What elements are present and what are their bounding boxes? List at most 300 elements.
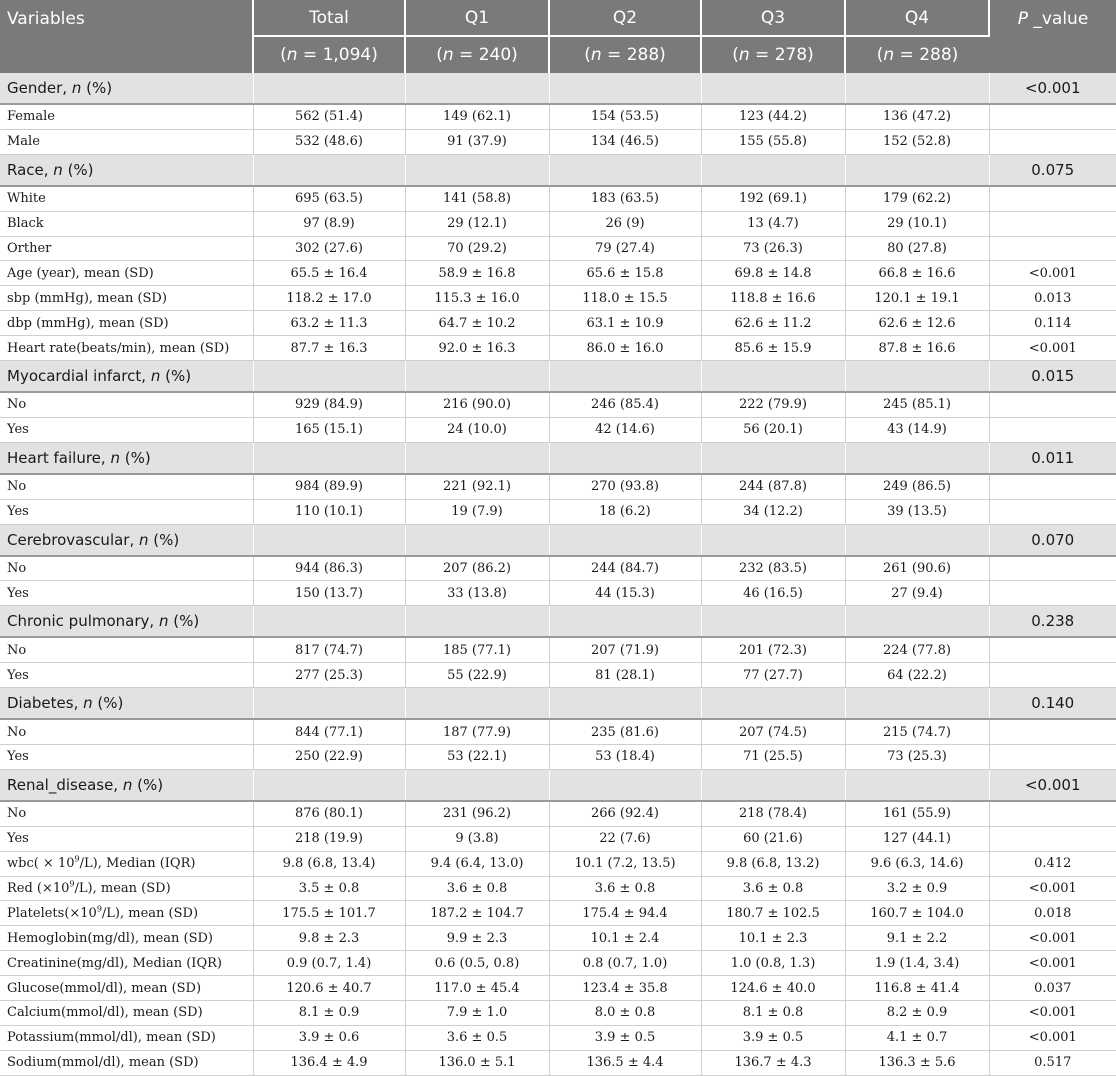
table-cell — [845, 361, 989, 393]
table-row — [0, 286, 1116, 311]
table-cell: 9.6 (6.3, 14.6) — [845, 851, 989, 876]
group-label: Renal_disease, n (%) — [0, 769, 253, 801]
header-q3: Q3 — [701, 0, 845, 36]
row-label: Red $(\times 10^9/L)$, mean (SD) — [0, 876, 253, 901]
table-cell — [845, 73, 989, 104]
table-cell: 3.6 ± 0.8 — [405, 876, 549, 901]
table-row — [0, 637, 1116, 662]
table-cell — [549, 442, 701, 474]
table-cell — [701, 361, 845, 393]
table-row — [0, 311, 1116, 336]
row-label: Glucose(mmol/dl), mean (SD) — [0, 976, 253, 1001]
table-cell: 175.5 ± 101.7 — [253, 901, 405, 926]
table-cell: 10.1 ± 2.3 — [701, 926, 845, 951]
table-cell: 844 (77.1) — [253, 719, 405, 744]
table-row — [0, 901, 1116, 926]
table-cell: 136.7 ± 4.3 — [701, 1050, 845, 1075]
table-cell: 118.0 ± 15.5 — [549, 286, 701, 311]
table-cell: 118.8 ± 16.6 — [701, 286, 845, 311]
p-value-cell: <0.001 — [989, 1001, 1116, 1026]
group-header-row — [0, 154, 1116, 186]
p-value-cell — [989, 417, 1116, 442]
table-cell: 97 (8.9) — [253, 211, 405, 236]
table-cell: 984 (89.9) — [253, 474, 405, 499]
p-value-cell: <0.001 — [989, 1025, 1116, 1050]
table-cell: 127 (44.1) — [845, 826, 989, 851]
table-cell — [253, 73, 405, 104]
p-value-cell — [989, 801, 1116, 826]
table-cell — [549, 688, 701, 720]
table-cell: 42 (14.6) — [549, 417, 701, 442]
p-value-cell: 0.011 — [989, 442, 1116, 474]
table-cell: 79 (27.4) — [549, 236, 701, 261]
p-value-cell: 0.013 — [989, 286, 1116, 311]
table-cell: 65.6 ± 15.8 — [549, 261, 701, 286]
group-label: Cerebrovascular, n (%) — [0, 524, 253, 556]
table-cell: 71 (25.5) — [701, 745, 845, 770]
table-cell: 19 (7.9) — [405, 499, 549, 524]
table-cell: 192 (69.1) — [701, 186, 845, 211]
row-label: Male — [0, 129, 253, 154]
p-value-cell — [989, 663, 1116, 688]
table-cell — [549, 361, 701, 393]
table-cell: 9.8 (6.8, 13.2) — [701, 851, 845, 876]
group-label: Myocardial infarct, n (%) — [0, 361, 253, 393]
table-cell: 9.8 ± 2.3 — [253, 926, 405, 951]
table-cell: 123 (44.2) — [701, 104, 845, 129]
group-label: Race, n (%) — [0, 154, 253, 186]
p-value-cell: <0.001 — [989, 261, 1116, 286]
table-cell: 244 (84.7) — [549, 556, 701, 581]
p-value-cell: 0.114 — [989, 311, 1116, 336]
row-label: Sodium(mmol/dl), mean (SD) — [0, 1050, 253, 1075]
row-label: No — [0, 719, 253, 744]
table-cell: 77 (27.7) — [701, 663, 845, 688]
group-header-row — [0, 769, 1116, 801]
table-cell — [253, 769, 405, 801]
table-cell: 250 (22.9) — [253, 745, 405, 770]
p-value-cell: 0.015 — [989, 361, 1116, 393]
table-cell — [405, 154, 549, 186]
row-label: No — [0, 637, 253, 662]
table-cell: 277 (25.3) — [253, 663, 405, 688]
header-total-n: (n = 1,094) — [253, 36, 405, 73]
table-cell: 207 (71.9) — [549, 637, 701, 662]
table-cell — [701, 154, 845, 186]
header-total: Total — [253, 0, 405, 36]
table-cell: 55 (22.9) — [405, 663, 549, 688]
table-row — [0, 474, 1116, 499]
table-cell — [549, 769, 701, 801]
table-cell: 9.9 ± 2.3 — [405, 926, 549, 951]
table-cell: 124.6 ± 40.0 — [701, 976, 845, 1001]
p-value-cell — [989, 211, 1116, 236]
table-cell: 53 (18.4) — [549, 745, 701, 770]
table-cell — [845, 154, 989, 186]
table-cell: 201 (72.3) — [701, 637, 845, 662]
table-cell: 69.8 ± 14.8 — [701, 261, 845, 286]
group-header-row — [0, 606, 1116, 638]
table-cell: 9 (3.8) — [405, 826, 549, 851]
table-cell: 13 (4.7) — [701, 211, 845, 236]
table-cell: 266 (92.4) — [549, 801, 701, 826]
table-cell: 91 (37.9) — [405, 129, 549, 154]
table-cell — [253, 154, 405, 186]
table-cell: 46 (16.5) — [701, 581, 845, 606]
table-row — [0, 104, 1116, 129]
table-cell: 246 (85.4) — [549, 392, 701, 417]
table-cell — [701, 442, 845, 474]
table-cell: 9.4 (6.4, 13.0) — [405, 851, 549, 876]
table-cell: 187 (77.9) — [405, 719, 549, 744]
row-label: Female — [0, 104, 253, 129]
header-q2: Q2 — [549, 0, 701, 36]
table-cell: 87.8 ± 16.6 — [845, 336, 989, 361]
row-label: sbp (mmHg), mean (SD) — [0, 286, 253, 311]
table-cell: 224 (77.8) — [845, 637, 989, 662]
table-cell: 817 (74.7) — [253, 637, 405, 662]
table-cell: 160.7 ± 104.0 — [845, 901, 989, 926]
table-cell: 9.1 ± 2.2 — [845, 926, 989, 951]
header-q3-n: (n = 278) — [701, 36, 845, 73]
table-row — [0, 211, 1116, 236]
table-cell: 161 (55.9) — [845, 801, 989, 826]
table-cell — [549, 154, 701, 186]
row-label: Heart rate(beats/min), mean (SD) — [0, 336, 253, 361]
table-row — [0, 876, 1116, 901]
table-cell — [253, 524, 405, 556]
table-row — [0, 801, 1116, 826]
table-cell: 63.2 ± 11.3 — [253, 311, 405, 336]
p-value-cell: <0.001 — [989, 876, 1116, 901]
table-cell: 63.1 ± 10.9 — [549, 311, 701, 336]
table-cell: 0.9 (0.7, 1.4) — [253, 951, 405, 976]
table-cell: 24 (10.0) — [405, 417, 549, 442]
table-cell: 26 (9) — [549, 211, 701, 236]
p-value-cell: 0.070 — [989, 524, 1116, 556]
table-cell — [701, 73, 845, 104]
table-row — [0, 719, 1116, 744]
row-label: Black — [0, 211, 253, 236]
table-cell: 27 (9.4) — [845, 581, 989, 606]
table-cell: 3.9 ± 0.5 — [549, 1025, 701, 1050]
p-value-cell — [989, 186, 1116, 211]
row-label: Potassium(mmol/dl), mean (SD) — [0, 1025, 253, 1050]
table-cell: 73 (25.3) — [845, 745, 989, 770]
table-row — [0, 499, 1116, 524]
table-cell: 136.5 ± 4.4 — [549, 1050, 701, 1075]
table-row — [0, 826, 1116, 851]
header-q4-n: (n = 288) — [845, 36, 989, 73]
header-q1: Q1 — [405, 0, 549, 36]
table-cell: 179 (62.2) — [845, 186, 989, 211]
row-label: Yes — [0, 745, 253, 770]
row-label: Age (year), mean (SD) — [0, 261, 253, 286]
header-p-value: P _value — [989, 0, 1116, 73]
p-value-cell — [989, 129, 1116, 154]
table-cell: 120.6 ± 40.7 — [253, 976, 405, 1001]
table-cell — [845, 606, 989, 638]
p-value-cell: <0.001 — [989, 951, 1116, 976]
table-cell: 249 (86.5) — [845, 474, 989, 499]
table-cell: 244 (87.8) — [701, 474, 845, 499]
table-cell — [253, 361, 405, 393]
row-label: No — [0, 801, 253, 826]
table-cell: 56 (20.1) — [701, 417, 845, 442]
table-cell: 65.5 ± 16.4 — [253, 261, 405, 286]
group-header-row — [0, 524, 1116, 556]
table-cell: 149 (62.1) — [405, 104, 549, 129]
table-cell: 60 (21.6) — [701, 826, 845, 851]
row-label: Creatinine(mg/dl), Median (IQR) — [0, 951, 253, 976]
table-cell: 117.0 ± 45.4 — [405, 976, 549, 1001]
table-cell: 207 (86.2) — [405, 556, 549, 581]
table-cell — [549, 73, 701, 104]
table-cell: 62.6 ± 11.2 — [701, 311, 845, 336]
table-cell: 85.6 ± 15.9 — [701, 336, 845, 361]
table-cell: 187.2 ± 104.7 — [405, 901, 549, 926]
table-cell: 8.0 ± 0.8 — [549, 1001, 701, 1026]
table-cell: 222 (79.9) — [701, 392, 845, 417]
table-cell: 0.6 (0.5, 0.8) — [405, 951, 549, 976]
table-cell — [701, 524, 845, 556]
table-cell — [549, 606, 701, 638]
row-label: $Platelets(\times 10^9/L)$, mean (SD) — [0, 901, 253, 926]
table-cell: 64 (22.2) — [845, 663, 989, 688]
group-label: Gender, n (%) — [0, 73, 253, 104]
p-value-cell: 0.018 — [989, 901, 1116, 926]
row-label: No — [0, 474, 253, 499]
table-cell: 8.1 ± 0.8 — [701, 1001, 845, 1026]
group-label: Diabetes, n (%) — [0, 688, 253, 720]
table-cell: 43 (14.9) — [845, 417, 989, 442]
p-value-cell: <0.001 — [989, 336, 1116, 361]
table-cell: 0.8 (0.7, 1.0) — [549, 951, 701, 976]
table-cell: 141 (58.8) — [405, 186, 549, 211]
p-value-cell — [989, 556, 1116, 581]
p-value-cell: 0.412 — [989, 851, 1116, 876]
table-row — [0, 261, 1116, 286]
p-value-cell — [989, 104, 1116, 129]
table-cell: 929 (84.9) — [253, 392, 405, 417]
table-cell: 3.5 ± 0.8 — [253, 876, 405, 901]
p-value-cell — [989, 637, 1116, 662]
table-row — [0, 556, 1116, 581]
table-cell: 62.6 ± 12.6 — [845, 311, 989, 336]
table-cell: 1.9 (1.4, 3.4) — [845, 951, 989, 976]
table-cell: 215 (74.7) — [845, 719, 989, 744]
table-cell: 44 (15.3) — [549, 581, 701, 606]
table-row — [0, 129, 1116, 154]
row-label: Calcium(mmol/dl), mean (SD) — [0, 1001, 253, 1026]
table-cell: 175.4 ± 94.4 — [549, 901, 701, 926]
group-header-row — [0, 688, 1116, 720]
p-value-cell — [989, 581, 1116, 606]
p-value-cell — [989, 826, 1116, 851]
table-row — [0, 663, 1116, 688]
table-cell: 876 (80.1) — [253, 801, 405, 826]
table-cell — [405, 524, 549, 556]
table-cell: 34 (12.2) — [701, 499, 845, 524]
table-cell: 235 (81.6) — [549, 719, 701, 744]
p-value-cell — [989, 392, 1116, 417]
table-cell: 270 (93.8) — [549, 474, 701, 499]
table-row — [0, 745, 1116, 770]
table-cell: 10.1 (7.2, 13.5) — [549, 851, 701, 876]
table-row — [0, 926, 1116, 951]
table-cell — [405, 769, 549, 801]
table-cell: 8.2 ± 0.9 — [845, 1001, 989, 1026]
table-cell: 87.7 ± 16.3 — [253, 336, 405, 361]
table-cell: 134 (46.5) — [549, 129, 701, 154]
table-cell: 1.0 (0.8, 1.3) — [701, 951, 845, 976]
table-row — [0, 417, 1116, 442]
row-label: Yes — [0, 417, 253, 442]
table-cell: 53 (22.1) — [405, 745, 549, 770]
header-q1-n: (n = 240) — [405, 36, 549, 73]
table-row — [0, 392, 1116, 417]
table-cell: 3.9 ± 0.5 — [701, 1025, 845, 1050]
table-cell — [701, 606, 845, 638]
table-body — [0, 73, 1116, 1075]
table-cell — [405, 688, 549, 720]
table-row — [0, 236, 1116, 261]
table-row — [0, 976, 1116, 1001]
p-value-cell: 0.075 — [989, 154, 1116, 186]
table-cell: 70 (29.2) — [405, 236, 549, 261]
p-value-cell: 0.517 — [989, 1050, 1116, 1075]
p-value-cell — [989, 474, 1116, 499]
p-value-cell — [989, 745, 1116, 770]
table-cell: 221 (92.1) — [405, 474, 549, 499]
table-cell: 86.0 ± 16.0 — [549, 336, 701, 361]
p-value-cell — [989, 499, 1116, 524]
table-cell: 3.2 ± 0.9 — [845, 876, 989, 901]
table-row — [0, 851, 1116, 876]
table-cell: 66.8 ± 16.6 — [845, 261, 989, 286]
table-cell: 245 (85.1) — [845, 392, 989, 417]
table-cell: 110 (10.1) — [253, 499, 405, 524]
table-cell: 216 (90.0) — [405, 392, 549, 417]
table-row — [0, 1050, 1116, 1075]
table-header — [0, 0, 1116, 73]
table-cell — [405, 73, 549, 104]
table-cell: 218 (19.9) — [253, 826, 405, 851]
table-cell — [405, 361, 549, 393]
table-cell: 92.0 ± 16.3 — [405, 336, 549, 361]
row-label: $wbc( \times 10^9/L)$, Median (IQR) — [0, 851, 253, 876]
table-row — [0, 951, 1116, 976]
table-row — [0, 186, 1116, 211]
table-cell: 123.4 ± 35.8 — [549, 976, 701, 1001]
group-label: Heart failure, n (%) — [0, 442, 253, 474]
table-cell: 136.0 ± 5.1 — [405, 1050, 549, 1075]
table-cell: 33 (13.8) — [405, 581, 549, 606]
table-cell: 18 (6.2) — [549, 499, 701, 524]
table-cell: 136 (47.2) — [845, 104, 989, 129]
table-cell — [405, 442, 549, 474]
table-cell: 10.1 ± 2.4 — [549, 926, 701, 951]
table-cell: 152 (52.8) — [845, 129, 989, 154]
table-cell: 180.7 ± 102.5 — [701, 901, 845, 926]
header-q2-n: (n = 288) — [549, 36, 701, 73]
table-cell: 9.8 (6.8, 13.4) — [253, 851, 405, 876]
table-cell: 3.9 ± 0.6 — [253, 1025, 405, 1050]
table-cell: 532 (48.6) — [253, 129, 405, 154]
p-value-cell: <0.001 — [989, 769, 1116, 801]
table-row — [0, 1025, 1116, 1050]
table-cell: 120.1 ± 19.1 — [845, 286, 989, 311]
table-cell: 154 (53.5) — [549, 104, 701, 129]
table-cell — [405, 606, 549, 638]
p-value-cell: 0.140 — [989, 688, 1116, 720]
table-cell: 22 (7.6) — [549, 826, 701, 851]
table-cell: 207 (74.5) — [701, 719, 845, 744]
table-cell: 261 (90.6) — [845, 556, 989, 581]
table-cell: 231 (96.2) — [405, 801, 549, 826]
table-row — [0, 336, 1116, 361]
row-label: No — [0, 556, 253, 581]
table-cell — [845, 442, 989, 474]
p-value-cell: <0.001 — [989, 73, 1116, 104]
table-cell: 185 (77.1) — [405, 637, 549, 662]
table-cell: 944 (86.3) — [253, 556, 405, 581]
row-label: Yes — [0, 499, 253, 524]
table-cell: 58.9 ± 16.8 — [405, 261, 549, 286]
p-value-cell: 0.037 — [989, 976, 1116, 1001]
table-cell: 39 (13.5) — [845, 499, 989, 524]
table-cell — [845, 769, 989, 801]
table-cell: 150 (13.7) — [253, 581, 405, 606]
table-cell — [253, 442, 405, 474]
table-cell — [701, 769, 845, 801]
header-q4: Q4 — [845, 0, 989, 36]
group-header-row — [0, 361, 1116, 393]
table-cell: 115.3 ± 16.0 — [405, 286, 549, 311]
row-label: Yes — [0, 826, 253, 851]
table-cell: 3.6 ± 0.8 — [549, 876, 701, 901]
table-cell: 64.7 ± 10.2 — [405, 311, 549, 336]
table-cell: 302 (27.6) — [253, 236, 405, 261]
group-header-row — [0, 73, 1116, 104]
row-label: Yes — [0, 663, 253, 688]
table-cell: 3.6 ± 0.8 — [701, 876, 845, 901]
table-cell: 155 (55.8) — [701, 129, 845, 154]
row-label: Orther — [0, 236, 253, 261]
table-cell — [549, 524, 701, 556]
table-cell: 218 (78.4) — [701, 801, 845, 826]
table-cell: 562 (51.4) — [253, 104, 405, 129]
p-value-cell — [989, 719, 1116, 744]
table-cell: 3.6 ± 0.5 — [405, 1025, 549, 1050]
group-label: Chronic pulmonary, n (%) — [0, 606, 253, 638]
row-label: Hemoglobin(mg/dl), mean (SD) — [0, 926, 253, 951]
table-cell: 80 (27.8) — [845, 236, 989, 261]
p-value-cell: 0.238 — [989, 606, 1116, 638]
table-cell: 29 (12.1) — [405, 211, 549, 236]
row-label: White — [0, 186, 253, 211]
table-cell: 165 (15.1) — [253, 417, 405, 442]
row-label: Yes — [0, 581, 253, 606]
table-cell: 232 (83.5) — [701, 556, 845, 581]
header-variables: Variables — [0, 0, 253, 73]
p-value-cell: <0.001 — [989, 926, 1116, 951]
table-cell: 29 (10.1) — [845, 211, 989, 236]
p-value-cell — [989, 236, 1116, 261]
table-cell: 81 (28.1) — [549, 663, 701, 688]
row-label: No — [0, 392, 253, 417]
table-cell: 136.4 ± 4.9 — [253, 1050, 405, 1075]
